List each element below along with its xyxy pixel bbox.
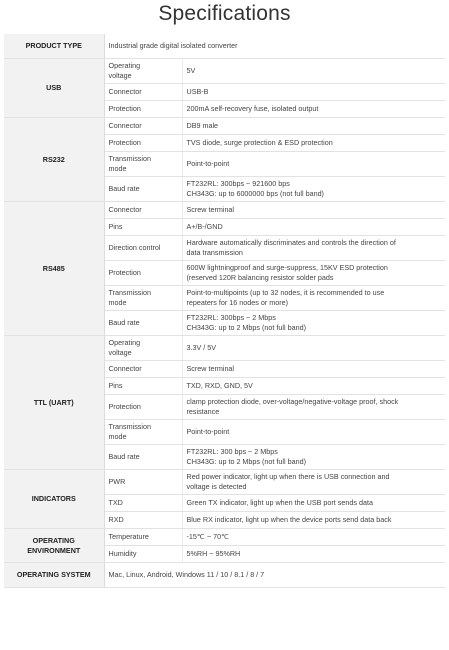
section-label-indicators: INDICATORS <box>4 470 104 529</box>
section-row-os <box>4 563 445 588</box>
spec-value <box>182 311 445 336</box>
spec-key <box>104 236 182 261</box>
spec-key-line: Pins <box>108 381 123 390</box>
spec-key-line: Humidity <box>108 549 137 558</box>
spec-value <box>182 546 445 563</box>
section-label-rs485: RS485 <box>4 202 104 336</box>
spec-key <box>104 470 182 495</box>
section-label-line: OPERATING <box>32 535 75 545</box>
section-value: Mac, Linux, Android, Windows 11 / 10 / 8.1 / 8 / 7 <box>104 563 445 588</box>
spec-value <box>182 59 445 84</box>
spec-key-line: Protection <box>108 268 141 277</box>
spec-value-line: FT232RL: 300bps ~ 2 Mbps <box>186 313 276 322</box>
spec-value-line: FT232RL: 300bps ~ 921600 bps <box>186 179 290 188</box>
spec-value <box>182 512 445 529</box>
spec-value <box>182 84 445 101</box>
spec-key-line: Transmission <box>108 288 151 297</box>
spec-value <box>182 420 445 445</box>
spec-value <box>182 202 445 219</box>
spec-value-line: clamp protection diode, over-voltage/negative-voltage proof, shock <box>186 397 399 406</box>
spec-key <box>104 420 182 445</box>
spec-value <box>182 470 445 495</box>
section-label: OPERATING SYSTEM <box>4 563 104 588</box>
spec-key <box>104 546 182 563</box>
spec-value-line: repeaters for 16 nodes or more) <box>186 298 288 307</box>
spec-key <box>104 495 182 512</box>
spec-key-line: mode <box>108 298 127 307</box>
specifications-table <box>4 34 445 588</box>
spec-key-line: Temperature <box>108 532 149 541</box>
spec-value-line: Hardware automatically discriminates and controls the direction of <box>186 238 396 247</box>
spec-key-line: Operating <box>108 338 141 347</box>
spec-value <box>182 152 445 177</box>
spec-value-line: TVS diode, surge protection & ESD protection <box>186 138 333 147</box>
spec-value <box>182 495 445 512</box>
spec-key <box>104 135 182 152</box>
spec-key <box>104 361 182 378</box>
section-label: PRODUCT TYPE <box>4 34 104 59</box>
spec-value-line: FT232RL: 300 bps ~ 2 Mbps <box>186 447 278 456</box>
spec-key <box>104 59 182 84</box>
spec-value <box>182 378 445 395</box>
spec-value-line: Screw terminal <box>186 364 235 373</box>
spec-row <box>4 470 445 495</box>
spec-value-line: Blue RX indicator, light up when the device ports send data back <box>186 515 392 524</box>
spec-value-line: CH343G: up to 2 Mbps (not full band) <box>186 323 306 332</box>
section-label-ttl: TTL (UART) <box>4 336 104 470</box>
section-label-rs232: RS232 <box>4 118 104 202</box>
spec-key <box>104 445 182 470</box>
spec-value-line: 600W lightningproof and surge-suppress, 15KV ESD protection <box>186 263 388 272</box>
spec-value-line: (reserved 120R balancing resistor solder pads <box>186 273 334 282</box>
spec-key-line: Connector <box>108 364 142 373</box>
spec-key <box>104 152 182 177</box>
spec-value-line: A+/B-/GND <box>186 222 223 231</box>
spec-value <box>182 101 445 118</box>
spec-value <box>182 529 445 546</box>
spec-key-line: PWR <box>108 477 126 486</box>
spec-value-line: Point-to-point <box>186 427 230 436</box>
spec-value-line: Point-to-multipoints (up to 32 nodes, it is recommended to use <box>186 288 385 297</box>
spec-key-line: Protection <box>108 138 141 147</box>
spec-key <box>104 512 182 529</box>
spec-key <box>104 378 182 395</box>
spec-value-line: voltage is detected <box>186 482 247 491</box>
spec-key <box>104 286 182 311</box>
spec-key-line: Connector <box>108 87 142 96</box>
spec-key-line: Baud rate <box>108 318 140 327</box>
spec-value-line: USB-B <box>186 87 209 96</box>
spec-value <box>182 286 445 311</box>
spec-key <box>104 311 182 336</box>
spec-key-line: mode <box>108 164 127 173</box>
spec-value-line: Red power indicator, light up when there is USB connection and <box>186 472 390 481</box>
section-value: Industrial grade digital isolated converter <box>104 34 445 59</box>
spec-value-line: TXD, RXD, GND, 5V <box>186 381 253 390</box>
spec-key-line: Protection <box>108 104 141 113</box>
spec-value-line: 200mA self-recovery fuse, isolated output <box>186 104 319 113</box>
spec-value <box>182 236 445 261</box>
spec-row <box>4 202 445 219</box>
section-label-usb: USB <box>4 59 104 118</box>
spec-key-line: voltage <box>108 71 132 80</box>
spec-value <box>182 395 445 420</box>
spec-key-line: TXD <box>108 498 123 507</box>
spec-key <box>104 202 182 219</box>
spec-row <box>4 529 445 546</box>
spec-value-line: -15℃ ~ 70℃ <box>186 532 230 541</box>
spec-value-line: 5V <box>186 66 196 75</box>
spec-key <box>104 529 182 546</box>
spec-key <box>104 219 182 236</box>
spec-value-line: CH343G: up to 2 Mbps (not full band) <box>186 457 306 466</box>
spec-value-line: 5%RH ~ 95%RH <box>186 549 241 558</box>
spec-value <box>182 361 445 378</box>
spec-value <box>182 336 445 361</box>
spec-key <box>104 336 182 361</box>
spec-row <box>4 59 445 84</box>
spec-key-line: RXD <box>108 515 124 524</box>
spec-key-line: Baud rate <box>108 452 140 461</box>
section-label-environment <box>4 529 104 563</box>
spec-key-line: Pins <box>108 222 123 231</box>
spec-row <box>4 118 445 135</box>
page-title: Specifications <box>158 2 291 25</box>
spec-key-line: Transmission <box>108 154 151 163</box>
spec-value <box>182 219 445 236</box>
spec-key-line: mode <box>108 432 127 441</box>
section-label-line: ENVIRONMENT <box>27 545 81 555</box>
spec-value <box>182 118 445 135</box>
spec-value-line: Green TX indicator, light up when the USB port sends data <box>186 498 373 507</box>
section-row-product_type <box>4 34 445 59</box>
spec-key-line: Protection <box>108 402 141 411</box>
spec-key-line: Baud rate <box>108 184 140 193</box>
spec-value <box>182 261 445 286</box>
spec-key <box>104 118 182 135</box>
spec-key-line: Operating <box>108 61 141 70</box>
spec-key <box>104 101 182 118</box>
spec-value <box>182 445 445 470</box>
spec-value-line: 3.3V / 5V <box>186 343 217 352</box>
spec-key-line: voltage <box>108 348 132 357</box>
spec-key-line: Transmission <box>108 422 151 431</box>
spec-key-line: Connector <box>108 121 142 130</box>
spec-key-line: Connector <box>108 205 142 214</box>
spec-value <box>182 177 445 202</box>
spec-key <box>104 395 182 420</box>
spec-key-line: Direction control <box>108 243 161 252</box>
spec-key <box>104 261 182 286</box>
spec-value <box>182 135 445 152</box>
spec-value-line: DB9 male <box>186 121 219 130</box>
spec-value-line: Point-to-point <box>186 159 230 168</box>
spec-value-line: data transmission <box>186 248 243 257</box>
spec-value-line: resistance <box>186 407 220 416</box>
spec-row <box>4 336 445 361</box>
spec-key <box>104 177 182 202</box>
spec-value-line: Screw terminal <box>186 205 235 214</box>
spec-value-line: CH343G: up to 6000000 bps (not full band) <box>186 189 324 198</box>
spec-key <box>104 84 182 101</box>
